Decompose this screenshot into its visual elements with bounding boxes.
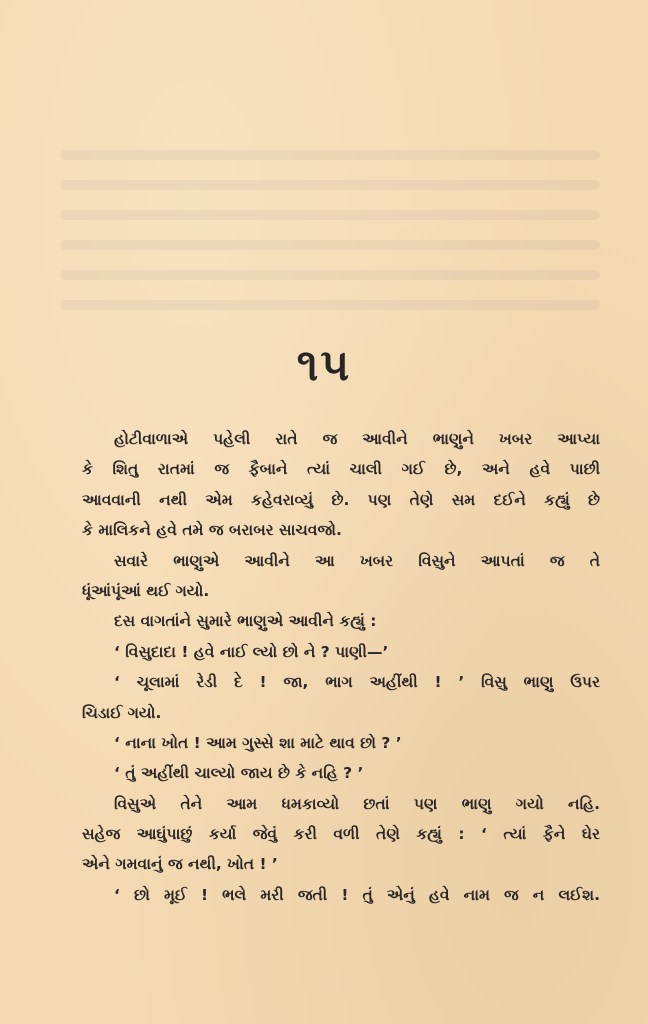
show-through-line (60, 240, 600, 250)
text-line: ચિડાઈ ગયો. (82, 703, 162, 722)
show-through-line (60, 150, 600, 160)
show-through-line (60, 210, 600, 220)
show-through-line (60, 300, 600, 310)
text-line: ‘ છો મૂઈ ! ભલે મરી જતી ! તું એનું હવે નામ જ ન લઈશ. (114, 885, 600, 904)
text-line: સહેજ આઘુંપાછું કર્યા જેવું કરી વળી તેણે કહ્યું : ‘ ત્યાં ફૈને ઘેર (82, 825, 600, 844)
text-line: ‘ વિસુદાદા ! હવે નાઈ લ્યો છો ને ? પાણી—’ (114, 642, 389, 661)
text-line: સવારે ભાણુએ આવીને આ ખબર વિસુને આપતાં જ તે (114, 551, 600, 570)
chapter-number: ૧૫ (296, 340, 352, 391)
text-line: ‘ ચૂલામાં રેડી દે ! જા, ભાગ અહીંથી ! ’ વિસુ ભાણુ ઉપર (114, 673, 600, 692)
text-line: ‘ નાના ખોત ! આમ ગુસ્સે શા માટે થાવ છો ? ’ (114, 733, 402, 752)
text-line: કે શિતુ રાતમાં જ ફૈબાને ત્યાં ચાલી ગઈ છે, અને હવે પાછી (82, 460, 600, 479)
text-line: એને ગમવાનું જ નથી, ખોત ! ’ (82, 855, 278, 874)
text-line: દસ વાગતાંને સુમારે ભાણુએ આવીને કહ્યું : (114, 612, 377, 631)
text-line: વિસુએ તેને આમ ધમકાવ્યો છતાં પણ ભાણુ ગયો નહિ. (114, 794, 600, 813)
text-line: આવવાની નથી એમ કહેવરાવ્યું છે. પણ તેણે સમ દઈને કહ્યું છે (82, 490, 600, 509)
text-line: હોટીવાળાએ પહેલી રાતે જ આવીને ભાણુને ખબર આપ્યા (114, 430, 600, 448)
text-line: ‘ તું અહીંથી ચાલ્યો જાય છે કે નહિ ? ’ (114, 764, 364, 783)
show-through-line (60, 270, 600, 280)
chapter-body-text (82, 424, 600, 910)
show-through-line (60, 180, 600, 190)
text-line: ધૂંઆંપૂંઆં થઈ ગયો. (82, 581, 210, 600)
text-line: કે માલિકને હવે તમે જ બરાબર સાચવજો. (82, 521, 342, 540)
